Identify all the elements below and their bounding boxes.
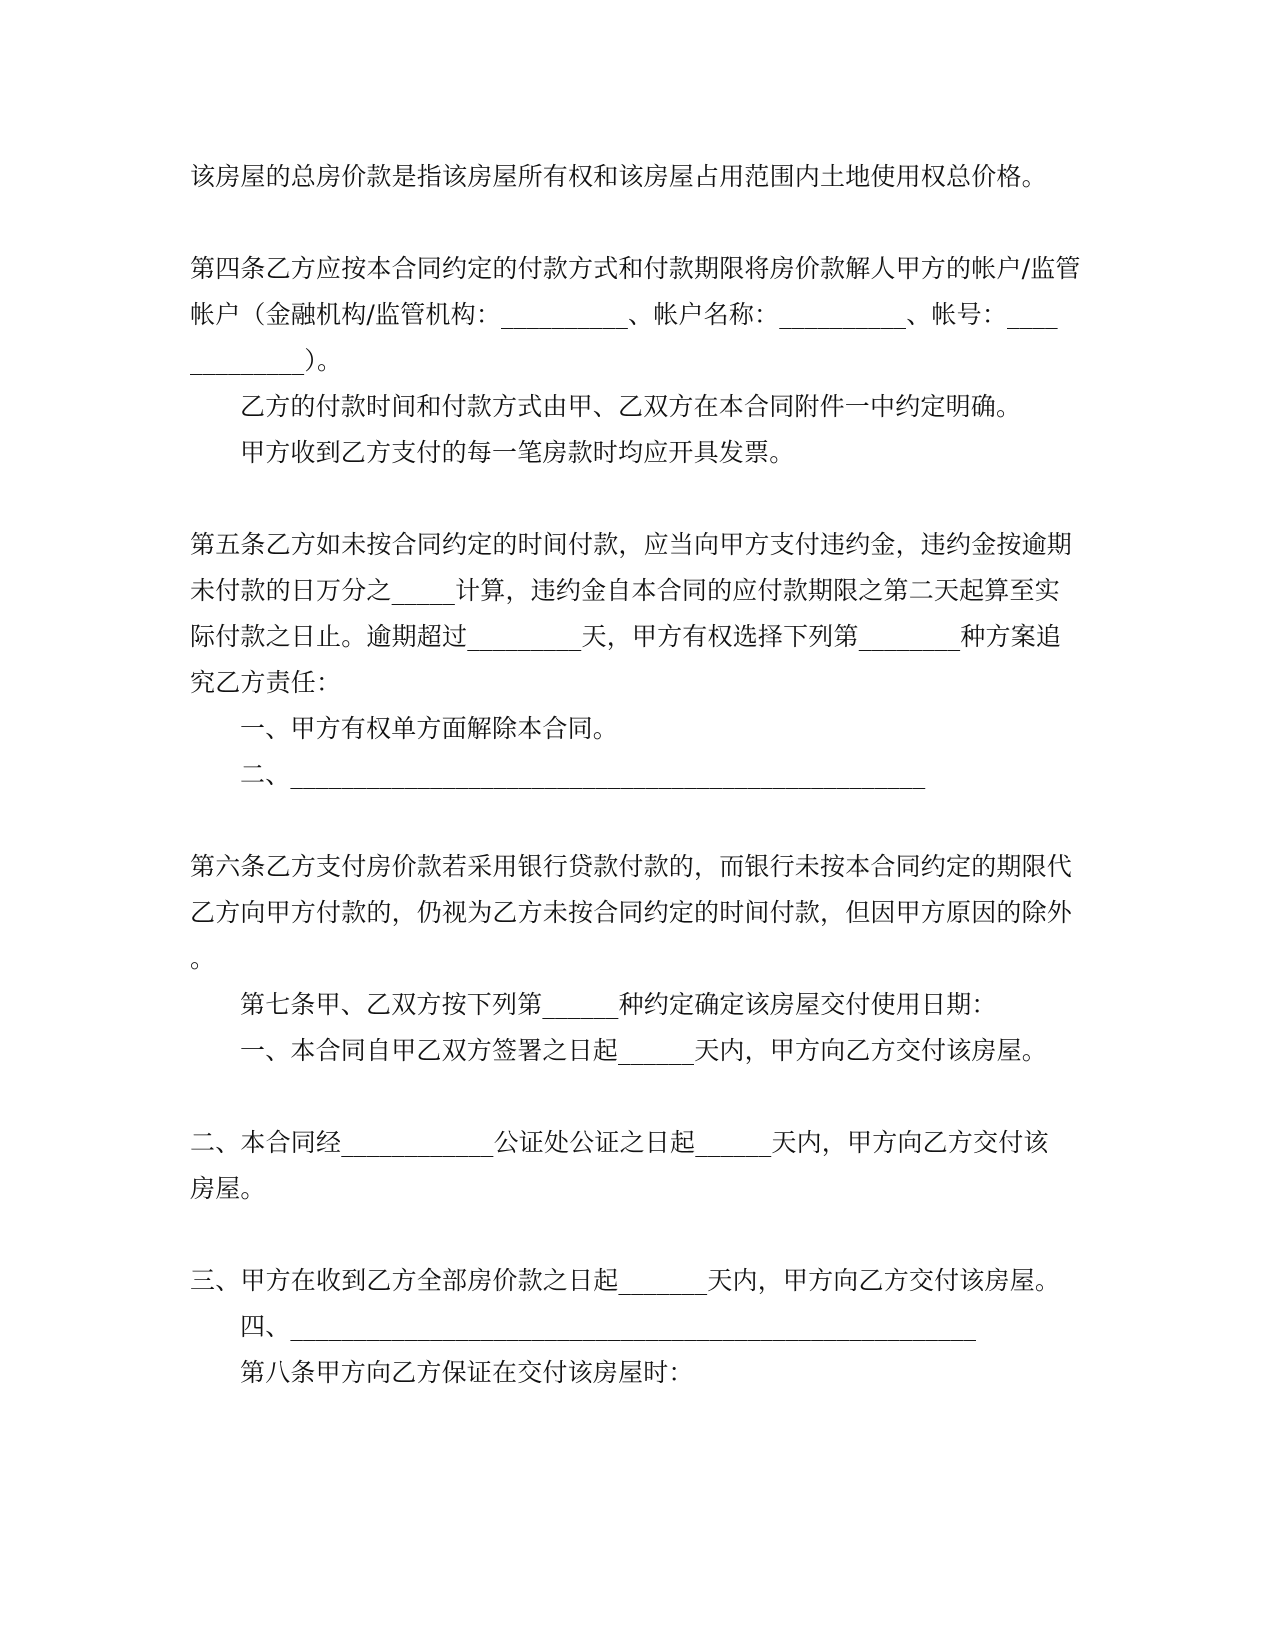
- article-6-line: 乙方向甲方付款的，仍视为乙方未按合同约定的时间付款，但因甲方原因的除外: [190, 898, 1073, 927]
- article-7-option-4: 四、______________________________________________________: [240, 1312, 977, 1341]
- article-4-invoice-line: 甲方收到乙方支付的每一笔房款时均应开具发票。: [240, 438, 795, 467]
- article-6-line: 。: [190, 944, 216, 973]
- article-6-heading-line: 第六条乙方支付房价款若采用银行贷款付款的，而银行未按本合同约定的期限代: [190, 852, 1073, 881]
- article-7-option-2: 二、本合同经____________公证处公证之日起______天内，甲方向乙方交付该: [190, 1128, 1049, 1157]
- article-4-payment-line: 乙方的付款时间和付款方式由甲、乙双方在本合同附件一中约定明确。: [240, 392, 1022, 421]
- article-5-line: 未付款的日万分之_____计算，违约金自本合同的应付款期限之第二天起算至实: [190, 576, 1060, 605]
- article-7-option-2-cont: 房屋。: [190, 1174, 266, 1203]
- article-4-heading-line: 第四条乙方应按本合同约定的付款方式和付款期限将房价款解人甲方的帐户/监管: [190, 254, 1081, 283]
- article-4-line: _________）。: [190, 346, 343, 375]
- article-5-line: 际付款之日止。逾期超过_________天，甲方有权选择下列第________种方案追: [190, 622, 1062, 651]
- article-7-option-1: 一、本合同自甲乙双方签署之日起______天内，甲方向乙方交付该房屋。: [240, 1036, 1048, 1065]
- article-7-option-3: 三、甲方在收到乙方全部房价款之日起_______天内，甲方向乙方交付该房屋。: [190, 1266, 1061, 1295]
- article-5-option-2: 二、__________________________________________________: [240, 760, 926, 789]
- article-8-heading-line: 第八条甲方向乙方保证在交付该房屋时：: [240, 1358, 694, 1387]
- article-5-heading-line: 第五条乙方如未按合同约定的时间付款，应当向甲方支付违约金，违约金按逾期: [190, 530, 1073, 559]
- article-5-option-1: 一、甲方有权单方面解除本合同。: [240, 714, 619, 743]
- article-4-line: 帐户（金融机构/监管机构：__________、帐户名称：__________、帐号：____: [190, 300, 1058, 329]
- paragraph-line: 该房屋的总房价款是指该房屋所有权和该房屋占用范围内土地使用权总价格。: [190, 162, 1047, 191]
- article-7-heading-line: 第七条甲、乙双方按下列第______种约定确定该房屋交付使用日期：: [240, 990, 997, 1019]
- article-5-line: 究乙方责任：: [190, 668, 342, 697]
